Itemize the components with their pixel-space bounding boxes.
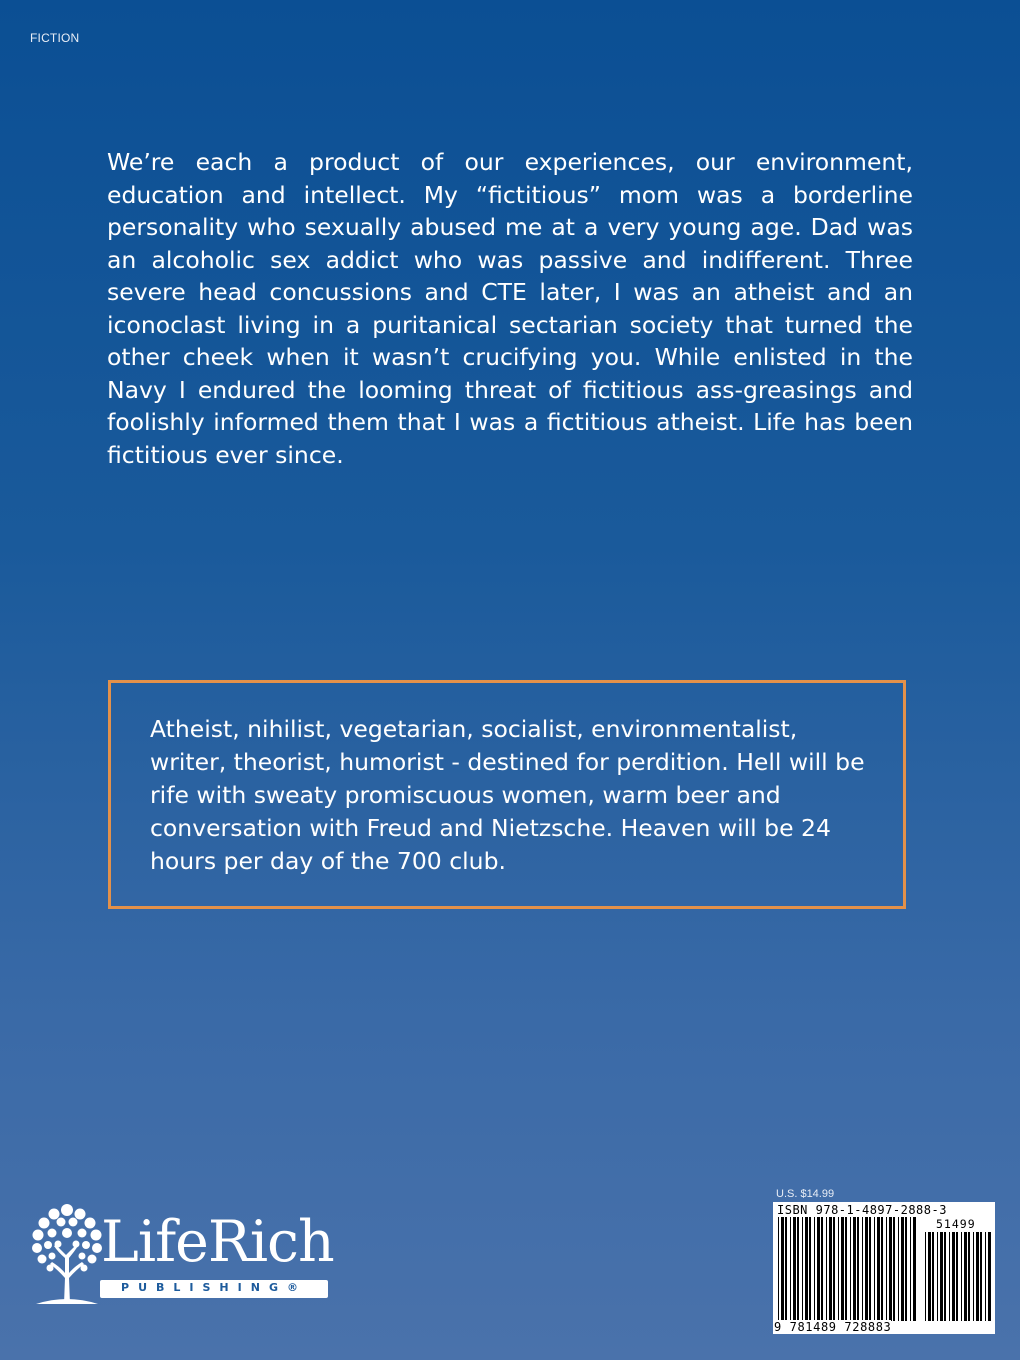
price-label: U.S. $14.99 <box>776 1188 835 1200</box>
synopsis-text: We’re each a product of our experiences, our environment, education and intellect. My “fictitious” mom was a borderline personality who sexually abused me at a very young age. Dad was an alcoholic sex addict who was passive and indifferent. Three severe head concussions and CTE later, I was an atheist and an iconoclast living in a puritanical sectarian society that turned the other cheek when it wasn’t crucifying you. While enlisted in the Navy I endured the looming threat of fictitious ass-greasings and foolishly informed them that I was a fictitious atheist. Life has been fictitious ever since. <box>107 148 913 469</box>
ean-barcode-icon <box>776 1217 918 1321</box>
addon-digits: 51499 <box>936 1217 976 1231</box>
ean-digits: 9 781489 728883 <box>774 1320 892 1334</box>
author-bio-box <box>108 680 906 909</box>
publisher-sub: PUBLISHING® <box>121 1281 307 1294</box>
author-bio-text: Atheist, nihilist, vegetarian, socialist, environmentalist, writer, theorist, humorist - destined for perdition. Hell will be rife with sweaty promiscuous women, warm beer and conversation with Freud and Nietzsche. Heaven will be 24 hours per day of the 700 club. <box>150 715 865 875</box>
genre-label: FICTION <box>30 31 80 45</box>
addon-barcode-icon <box>923 1232 991 1321</box>
tree-icon <box>28 1200 106 1308</box>
publisher-logo <box>28 1200 338 1308</box>
publisher-sub-bar <box>100 1280 328 1298</box>
barcode <box>773 1202 995 1334</box>
publisher-name: LifeRich <box>101 1209 334 1275</box>
isbn-label: ISBN 978-1-4897-2888-3 <box>777 1203 947 1217</box>
